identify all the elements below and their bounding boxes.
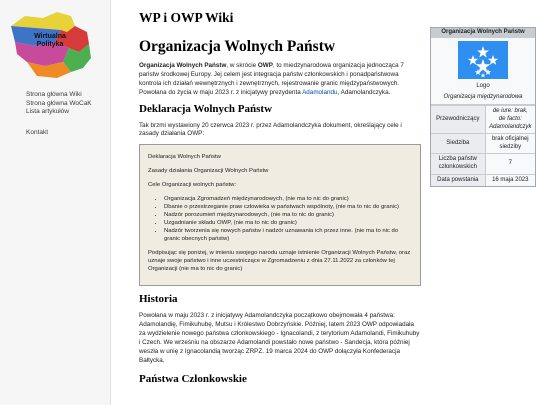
list-item: • Uzgadnianie składu OWP, (nie ma to nic do granic) (164, 219, 412, 227)
declaration-heading: Deklaracja Wolnych Państw (139, 102, 273, 115)
article-body (139, 62, 421, 392)
declaration-intro: Tak brzmi wystawiony 20 czerwca 2023 r. przez Adamolandczyka dokument, określający cele i zasady działania OWP: (139, 121, 402, 138)
list-item: • Nadzór tworzenia się nowych państw i nadzór uznawania ich przez inne. (nie ma to nic do granic obecnych państw) (164, 227, 412, 243)
infobox-value-a: de iure: brak, (492, 108, 528, 115)
list-item: • Dbanie o przestrzeganie praw człowieka w państwach wspólnoty, (nie ma to nic do granic) (164, 203, 412, 211)
doc-title: Deklaracja Wolnych Państw (148, 154, 221, 161)
sidebar-nav (26, 91, 92, 117)
history-paragraph: Powołana w maju 2023 r. z inicjatywy Adamolandczyka początkowo obejmowała 4 państwa: Adamolandię, Fimikuhubę, Mutsu i Królestwo Dobrzyńskie. Później, latem 2023 OWP odpowiadała za wydzielenie nowego państwa członkowskiego - Ignacolandi, z terytorium Adamolandi, Fimikuhuby i Czech. We wrześniu na obszarze Adamolandi powstało nowe państwo - Sandecja, która później weszła w unię z Ignacolandią tworząc ZRPZ. 19 marca 2024 do OWP dołączyła Konfederacja Bałtycka. (139, 312, 420, 364)
infobox-value: 7 (485, 154, 535, 174)
logo-text-1: Wirtualna (34, 33, 66, 40)
list-item: • Organizacja Zgromadzeń międzynarodowych, (nie ma to nic do granic) (164, 195, 412, 203)
infobox-value: brak oficjalnej siedziby (485, 134, 535, 154)
intro-text-2: , to miedzynarodowa organizacja jednocząca 7 państw środkowej Europy. Jej celem jest integracja państw członkowskich i ponadpaństwowa kontrola ich działań wewnętrznych i zewnętrznych, rejestrowanie granic międzypaństwowych. Powołana do życia w maju 2023 r. z inicjatywy prezydenta (139, 62, 404, 96)
nav-link-wiki-home[interactable]: Strona główna Wiki (26, 91, 82, 98)
infobox-table (431, 105, 535, 186)
table-row (431, 154, 535, 174)
members-heading: Państwa Członkowskie (139, 372, 247, 385)
infobox-label: Przewodniczący (431, 106, 485, 134)
intro-text-1: , w skrócie (226, 62, 258, 69)
infobox-title: Organizacja Wolnych Państw (431, 28, 535, 38)
adamoland-link[interactable]: Adamolandu (302, 88, 338, 96)
intro-abbr: OWP (257, 62, 273, 69)
declaration-document (139, 144, 421, 286)
table-row (431, 106, 535, 134)
infobox-label: Liczba państw członkowskich (431, 154, 485, 174)
intro-paragraph (139, 62, 421, 98)
nav-link-article-list[interactable]: Lista artykułów (26, 108, 69, 115)
infobox-logo[interactable] (431, 38, 535, 83)
nav-link-contact[interactable]: Kontakt (26, 129, 49, 136)
table-row (431, 174, 535, 186)
logo-text-2: Polityka (36, 41, 64, 48)
infobox-subtitle: Organizacja międzynarodowa (431, 92, 535, 106)
sidebar (0, 0, 110, 405)
doc-closing: Podpisując się poniżej, w imieniu swojego narodu uznaje istnienie Organizacji Wolnych Państw, oraz uznaje swoje państwo i inne uczestniczące w Zgromadzeniu z dnia 27.11.2022 za członków tej Organizacji (nie ma to nic do granic) (148, 250, 411, 273)
infobox-value (485, 106, 535, 134)
infobox-label: Data powstania (431, 174, 485, 186)
owp-flag-icon (458, 41, 508, 79)
nav-link-wocak-home[interactable]: Strona główna WoCaK (26, 99, 92, 107)
site-logo[interactable] (5, 8, 95, 80)
doc-subtitle: Zasady działania Organizacji Wolnych Państw (148, 168, 269, 175)
history-heading: Historia (139, 293, 178, 306)
doc-goals-label: Cele Organizacji wolnych państw: (148, 182, 237, 189)
table-row (431, 134, 535, 154)
infobox-logo-caption: Logo (476, 83, 490, 90)
intro-name: Organizacja Wolnych Państw (139, 62, 227, 69)
infobox-value-b: de facto: Adamolandczyk (489, 115, 532, 130)
sidebar-contact (26, 129, 48, 138)
infobox-label: Siedziba (431, 134, 485, 154)
list-item: • Nadzór porozumień międzynarodowych, (nie ma to nic do granic) (164, 211, 412, 219)
site-title[interactable]: WP i OWP Wiki (139, 10, 234, 25)
intro-text-3: , Adamolandczyka. (337, 88, 391, 96)
doc-goals-list (164, 195, 412, 243)
infobox (430, 27, 536, 187)
infobox-value: 16 maja 2023 (485, 174, 535, 186)
page-title: Organizacja Wolnych Państw (139, 38, 336, 55)
